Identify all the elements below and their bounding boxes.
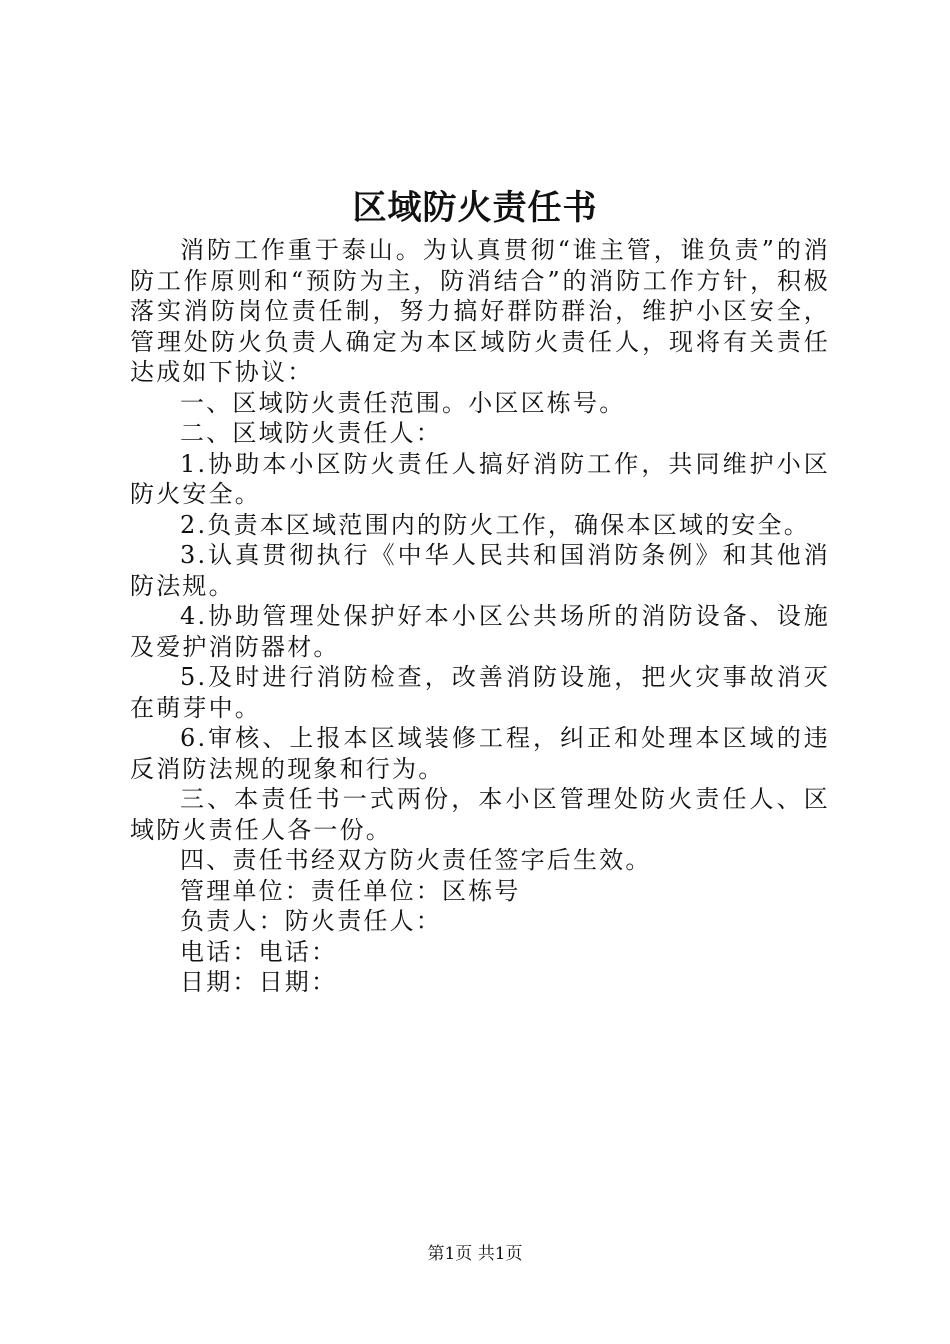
duty-item-6: 6.审核、上报本区域装修工程，纠正和处理本区域的违反消防法规的现象和行为。 (130, 724, 830, 783)
signature-phone-line: 电话：电话： (180, 937, 338, 966)
section-two-heading: 二、区域防火责任人： (180, 419, 442, 447)
section-one-paragraph: 一、区域防火责任范围。小区区栋号。 (180, 388, 626, 417)
duty-item-4: 4.协助管理处保护好本小区公共场所的消防设备、设施及爱护消防器材。 (130, 602, 830, 661)
duty-item-1: 1.协助本小区防火责任人搞好消防工作，共同维护小区防火安全。 (130, 449, 830, 508)
signature-unit-line: 管理单位：责任单位：区栋号 (180, 876, 521, 905)
section-three-paragraph: 三、本责任书一式两份，本小区管理处防火责任人、区域防火责任人各一份。 (130, 785, 830, 844)
signature-person-line: 负责人：防火责任人： (180, 907, 442, 935)
duty-item-2: 2.负责本区域范围内的防火工作，确保本区域的安全。 (180, 510, 810, 539)
section-four-paragraph: 四、责任书经双方防火责任签字后生效。 (180, 846, 652, 874)
document-body (130, 235, 830, 998)
signature-date-line: 日期：日期： (180, 968, 338, 996)
duty-item-5: 5.及时进行消防检查，改善消防设施，把火灾事故消灭在萌芽中。 (130, 663, 830, 722)
duty-item-3: 3.认真贯彻执行《中华人民共和国消防条例》和其他消防法规。 (130, 541, 830, 600)
intro-paragraph: 消防工作重于泰山。为认真贯彻“谁主管，谁负责”的消防工作原则和“预防为主，防消结合”的消防工作方针，积极落实消防岗位责任制，努力搞好群防群治，维护小区安全，管理处防火负责人确定为本区域防火责任人，现将有关责任达成如下协议： (130, 236, 830, 386)
document-title: 区域防火责任书 (352, 188, 598, 228)
page-footer: 第1页 共1页 (427, 1244, 523, 1264)
